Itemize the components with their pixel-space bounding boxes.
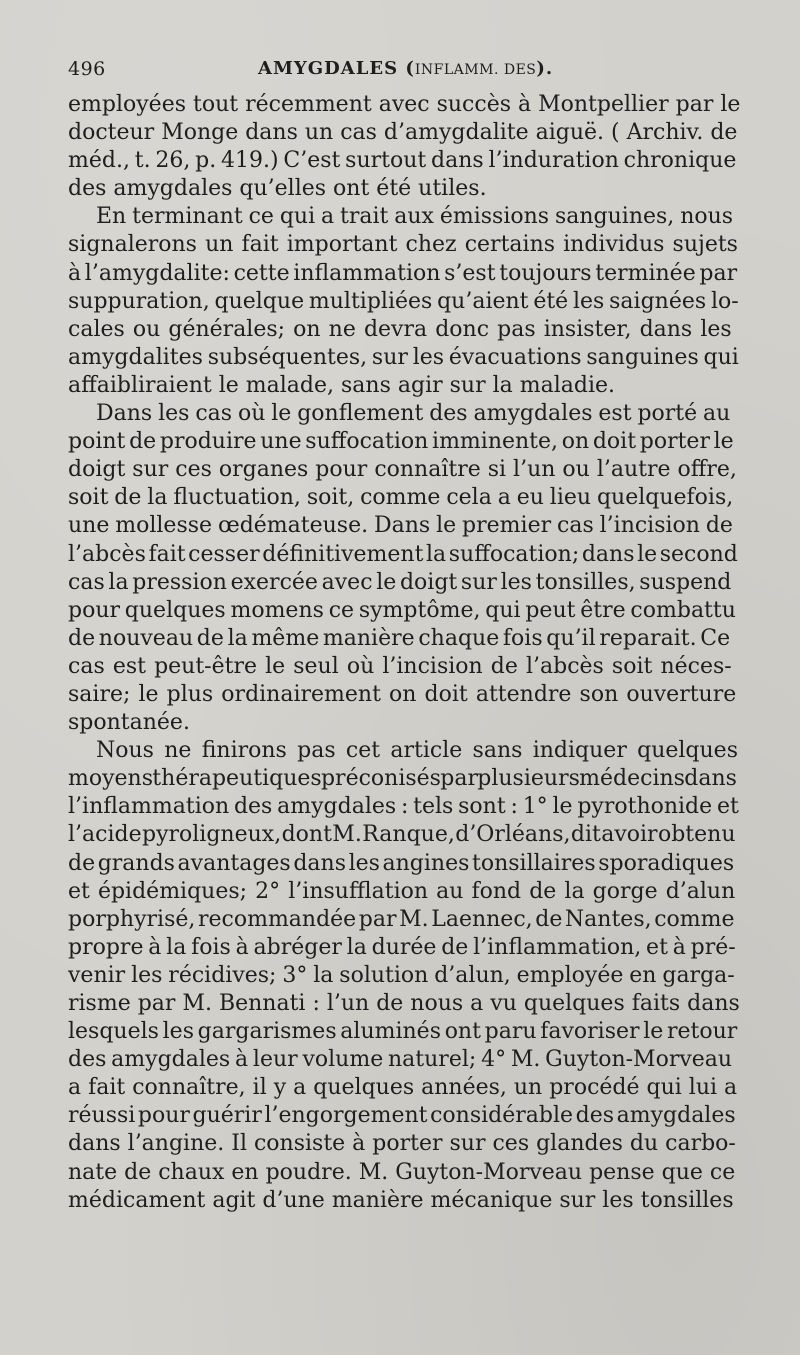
text-line: méd., t. 26, p. 419.) C’est surtout dans l’induration chronique: [68, 148, 737, 174]
running-head: [258, 58, 553, 79]
text-line: réussi pour guérir l’engorgement considérable des amygdales: [68, 1103, 736, 1129]
paragraph-first-line: Nous ne finirons pas cet article sans indiquer quelques: [96, 738, 738, 764]
text-line: l’acide pyroligneux, dont M. Ranque, d’Orléans, dit avoir obtenu: [68, 822, 736, 848]
text-line: de grands avantages dans les angines tonsillaires sporadiques: [68, 850, 735, 876]
text-line: nate de chaux en poudre. M. Guyton-Morveau pense que ce: [68, 1159, 736, 1185]
text-line: des amygdales qu’elles ont été utiles.: [68, 176, 487, 202]
text-line: point de produire une suffocation imminente, on doit porter le: [68, 429, 734, 455]
text-line: spontanée.: [68, 710, 190, 736]
running-head-open: (: [405, 58, 415, 79]
text-line: risme par M. Bennati : l’un de nous a vu quelques faits dans: [68, 991, 740, 1016]
text-line: propre à la fois à abréger la durée de l’inflammation, et à pré-: [68, 934, 736, 960]
text-line: lesquels les gargarismes aluminés ont paru favoriser le retour: [68, 1019, 738, 1045]
text-line: venir les récidives; 3° la solution d’alun, employée en garga-: [68, 962, 735, 988]
text-line: doigt sur ces organes pour connaître si l’un ou l’autre offre,: [68, 457, 737, 483]
text-line: de nouveau de la même manière chaque fois qu’il reparait. Ce: [68, 625, 731, 651]
running-head-subtitle: INFLAMM. DES: [414, 62, 537, 78]
text-line: a fait connaître, il y a quelques années, un procédé qui lui a: [68, 1075, 738, 1101]
text-line: cas est peut-être le seul où l’incision de l’abcès soit néces-: [68, 653, 732, 679]
text-line: cales ou générales; on ne devra donc pas insister, dans les: [68, 316, 732, 342]
text-line: soit de la fluctuation, soit, comme cela a eu lieu quelquefois,: [68, 485, 734, 511]
text-line: saire; le plus ordinairement on doit attendre son ouverture: [68, 681, 737, 707]
text-line: des amygdales à leur volume naturel; 4° M. Guyton-Morveau: [68, 1047, 733, 1073]
running-head-title: AMYGDALES: [258, 58, 399, 79]
text-line: et épidémiques; 2° l’insufflation au fond de la gorge d’alun: [68, 878, 736, 904]
text-line: amygdalites subséquentes, sur les évacuations sanguines qui: [68, 344, 739, 370]
text-line: dans l’angine. Il consiste à porter sur ces glandes du carbo-: [68, 1131, 736, 1157]
paragraph-first-line: Dans les cas où le gonflement des amygdales est porté au: [96, 401, 731, 427]
text-line: pour quelques momens ce symptôme, qui peut être combattu: [68, 597, 736, 623]
text-line: docteur Monge dans un cas d’amygdalite aiguë. ( Archiv. de: [68, 120, 738, 146]
running-head-close: ).: [536, 58, 554, 79]
text-line: à l’amygdalite: cette inflammation s’est toujours terminée par: [68, 260, 738, 286]
text-line: une mollesse œdémateuse. Dans le premier cas l’incision de: [68, 513, 733, 539]
text-line: l’abcès fait cesser définitivement la suffocation; dans le second: [68, 541, 738, 567]
page-header: [68, 58, 740, 84]
page-number: 496: [68, 58, 106, 80]
text-line: l’inflammation des amygdales : tels sont : 1° le pyrothonide et: [68, 794, 739, 820]
text-line: médicament agit d’une manière mécanique sur les tonsilles: [68, 1187, 734, 1213]
text-line: cas la pression exercée avec le doigt sur les tonsilles, suspend: [68, 569, 732, 595]
text-line: moyens thérapeutiques préconisés par plusieurs médecins dans: [68, 766, 737, 792]
body-text: [68, 91, 740, 1215]
text-line: signalerons un fait important chez certains individus sujets: [68, 232, 738, 258]
paragraph-first-line: En terminant ce qui a trait aux émissions sanguines, nous: [96, 204, 734, 230]
text-line: suppuration, quelque multipliées qu’aient été les saignées lo-: [68, 288, 739, 314]
text-line: porphyrisé, recommandée par M. Laennec, de Nantes, comme: [68, 906, 735, 932]
text-line: employées tout récemment avec succès à Montpellier par le: [68, 92, 741, 117]
text-line: affaibliraient le malade, sans agir sur la maladie.: [68, 372, 615, 398]
